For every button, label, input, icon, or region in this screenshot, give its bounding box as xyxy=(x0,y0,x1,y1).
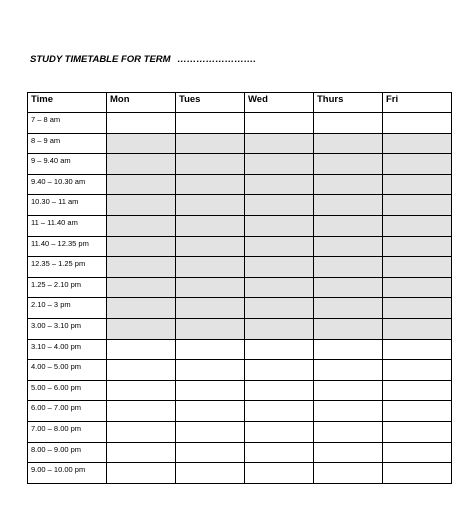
entry-cell-fri[interactable] xyxy=(383,277,452,298)
entry-cell-mon[interactable] xyxy=(107,154,176,175)
time-slot-cell: 11 – 11.40 am xyxy=(28,215,107,236)
entry-cell-fri[interactable] xyxy=(383,360,452,381)
entry-cell-mon[interactable] xyxy=(107,318,176,339)
entry-cell-thurs[interactable] xyxy=(314,257,383,278)
entry-cell-tues[interactable] xyxy=(176,113,245,134)
entry-cell-fri[interactable] xyxy=(383,463,452,484)
table-row xyxy=(28,236,452,257)
time-slot-cell: 7.00 – 8.00 pm xyxy=(28,421,107,442)
entry-cell-fri[interactable] xyxy=(383,421,452,442)
timetable-body xyxy=(28,113,452,484)
entry-cell-wed[interactable] xyxy=(245,236,314,257)
entry-cell-wed[interactable] xyxy=(245,360,314,381)
entry-cell-wed[interactable] xyxy=(245,318,314,339)
entry-cell-mon[interactable] xyxy=(107,339,176,360)
entry-cell-tues[interactable] xyxy=(176,236,245,257)
entry-cell-thurs[interactable] xyxy=(314,339,383,360)
entry-cell-wed[interactable] xyxy=(245,113,314,134)
entry-cell-thurs[interactable] xyxy=(314,401,383,422)
entry-cell-thurs[interactable] xyxy=(314,463,383,484)
entry-cell-thurs[interactable] xyxy=(314,277,383,298)
entry-cell-tues[interactable] xyxy=(176,257,245,278)
entry-cell-tues[interactable] xyxy=(176,380,245,401)
header-tues: Tues xyxy=(176,93,245,113)
entry-cell-fri[interactable] xyxy=(383,215,452,236)
entry-cell-wed[interactable] xyxy=(245,421,314,442)
entry-cell-mon[interactable] xyxy=(107,380,176,401)
entry-cell-fri[interactable] xyxy=(383,236,452,257)
entry-cell-fri[interactable] xyxy=(383,380,452,401)
time-slot-cell: 10.30 – 11 am xyxy=(28,195,107,216)
document-title xyxy=(30,54,256,68)
entry-cell-wed[interactable] xyxy=(245,339,314,360)
time-slot-cell: 8.00 – 9.00 pm xyxy=(28,442,107,463)
time-slot-cell: 2.10 – 3 pm xyxy=(28,298,107,319)
time-slot-cell: 6.00 – 7.00 pm xyxy=(28,401,107,422)
entry-cell-wed[interactable] xyxy=(245,401,314,422)
header-time: Time xyxy=(28,93,107,113)
time-slot-cell: 1.25 – 2.10 pm xyxy=(28,277,107,298)
entry-cell-thurs[interactable] xyxy=(314,195,383,216)
entry-cell-mon[interactable] xyxy=(107,257,176,278)
entry-cell-fri[interactable] xyxy=(383,257,452,278)
entry-cell-fri[interactable] xyxy=(383,113,452,134)
entry-cell-mon[interactable] xyxy=(107,298,176,319)
entry-cell-tues[interactable] xyxy=(176,360,245,381)
table-row xyxy=(28,360,452,381)
entry-cell-tues[interactable] xyxy=(176,463,245,484)
entry-cell-tues[interactable] xyxy=(176,318,245,339)
time-slot-cell: 11.40 – 12.35 pm xyxy=(28,236,107,257)
entry-cell-fri[interactable] xyxy=(383,298,452,319)
entry-cell-fri[interactable] xyxy=(383,442,452,463)
entry-cell-tues[interactable] xyxy=(176,421,245,442)
header-mon: Mon xyxy=(107,93,176,113)
time-slot-cell: 7 – 8 am xyxy=(28,113,107,134)
entry-cell-wed[interactable] xyxy=(245,154,314,175)
entry-cell-mon[interactable] xyxy=(107,113,176,134)
entry-cell-fri[interactable] xyxy=(383,195,452,216)
entry-cell-wed[interactable] xyxy=(245,277,314,298)
entry-cell-fri[interactable] xyxy=(383,339,452,360)
entry-cell-thurs[interactable] xyxy=(314,421,383,442)
title-blank: ……………………. xyxy=(177,54,256,65)
header-fri: Fri xyxy=(383,93,452,113)
timetable-grid xyxy=(27,92,452,484)
entry-cell-thurs[interactable] xyxy=(314,215,383,236)
entry-cell-tues[interactable] xyxy=(176,401,245,422)
table-row xyxy=(28,174,452,195)
time-slot-cell: 9.00 – 10.00 pm xyxy=(28,463,107,484)
entry-cell-fri[interactable] xyxy=(383,154,452,175)
table-row xyxy=(28,380,452,401)
table-row xyxy=(28,339,452,360)
entry-cell-mon[interactable] xyxy=(107,277,176,298)
time-slot-cell: 4.00 – 5.00 pm xyxy=(28,360,107,381)
entry-cell-wed[interactable] xyxy=(245,133,314,154)
entry-cell-tues[interactable] xyxy=(176,133,245,154)
header-wed: Wed xyxy=(245,93,314,113)
entry-cell-tues[interactable] xyxy=(176,298,245,319)
entry-cell-tues[interactable] xyxy=(176,174,245,195)
entry-cell-wed[interactable] xyxy=(245,442,314,463)
table-row xyxy=(28,195,452,216)
table-row xyxy=(28,215,452,236)
entry-cell-thurs[interactable] xyxy=(314,133,383,154)
table-row xyxy=(28,277,452,298)
table-row xyxy=(28,113,452,134)
entry-cell-mon[interactable] xyxy=(107,133,176,154)
entry-cell-mon[interactable] xyxy=(107,360,176,381)
entry-cell-mon[interactable] xyxy=(107,215,176,236)
time-slot-cell: 12.35 – 1.25 pm xyxy=(28,257,107,278)
entry-cell-fri[interactable] xyxy=(383,174,452,195)
table-row xyxy=(28,298,452,319)
title-text: STUDY TIMETABLE FOR TERM xyxy=(30,54,171,65)
entry-cell-wed[interactable] xyxy=(245,174,314,195)
entry-cell-tues[interactable] xyxy=(176,195,245,216)
entry-cell-mon[interactable] xyxy=(107,401,176,422)
table-row xyxy=(28,463,452,484)
entry-cell-thurs[interactable] xyxy=(314,360,383,381)
time-slot-cell: 5.00 – 6.00 pm xyxy=(28,380,107,401)
entry-cell-mon[interactable] xyxy=(107,236,176,257)
entry-cell-wed[interactable] xyxy=(245,298,314,319)
entry-cell-mon[interactable] xyxy=(107,195,176,216)
entry-cell-wed[interactable] xyxy=(245,195,314,216)
entry-cell-thurs[interactable] xyxy=(314,154,383,175)
entry-cell-thurs[interactable] xyxy=(314,380,383,401)
entry-cell-mon[interactable] xyxy=(107,463,176,484)
entry-cell-fri[interactable] xyxy=(383,133,452,154)
table-row xyxy=(28,442,452,463)
entry-cell-wed[interactable] xyxy=(245,215,314,236)
entry-cell-tues[interactable] xyxy=(176,215,245,236)
entry-cell-tues[interactable] xyxy=(176,154,245,175)
table-row xyxy=(28,401,452,422)
time-slot-cell: 9 – 9.40 am xyxy=(28,154,107,175)
entry-cell-wed[interactable] xyxy=(245,380,314,401)
table-row xyxy=(28,257,452,278)
entry-cell-thurs[interactable] xyxy=(314,236,383,257)
table-row xyxy=(28,421,452,442)
time-slot-cell: 3.00 – 3.10 pm xyxy=(28,318,107,339)
header-thurs: Thurs xyxy=(314,93,383,113)
table-row xyxy=(28,154,452,175)
entry-cell-wed[interactable] xyxy=(245,463,314,484)
entry-cell-mon[interactable] xyxy=(107,421,176,442)
entry-cell-tues[interactable] xyxy=(176,277,245,298)
time-slot-cell: 9.40 – 10.30 am xyxy=(28,174,107,195)
entry-cell-wed[interactable] xyxy=(245,257,314,278)
entry-cell-fri[interactable] xyxy=(383,318,452,339)
entry-cell-thurs[interactable] xyxy=(314,113,383,134)
table-row xyxy=(28,318,452,339)
entry-cell-thurs[interactable] xyxy=(314,442,383,463)
entry-cell-fri[interactable] xyxy=(383,401,452,422)
entry-cell-mon[interactable] xyxy=(107,174,176,195)
entry-cell-thurs[interactable] xyxy=(314,318,383,339)
entry-cell-tues[interactable] xyxy=(176,442,245,463)
time-slot-cell: 8 – 9 am xyxy=(28,133,107,154)
entry-cell-thurs[interactable] xyxy=(314,298,383,319)
entry-cell-tues[interactable] xyxy=(176,339,245,360)
entry-cell-mon[interactable] xyxy=(107,442,176,463)
table-row xyxy=(28,133,452,154)
entry-cell-thurs[interactable] xyxy=(314,174,383,195)
time-slot-cell: 3.10 – 4.00 pm xyxy=(28,339,107,360)
header-row xyxy=(28,93,452,113)
